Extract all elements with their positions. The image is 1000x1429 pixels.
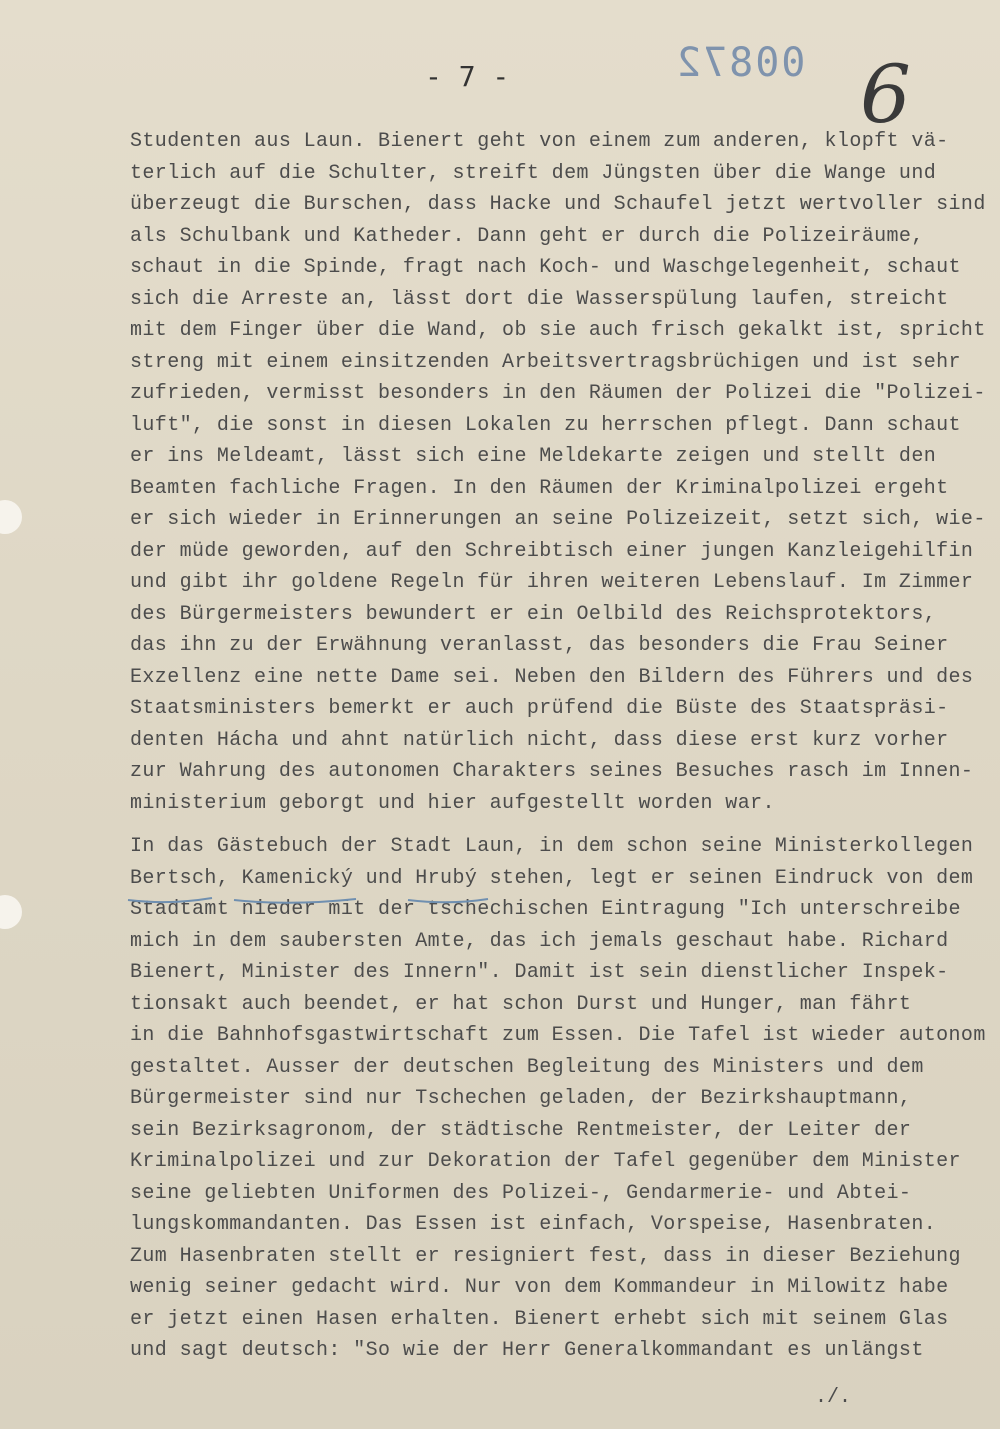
text-line: luft", die sonst in diesen Lokalen zu herrschen pflegt. Dann schaut	[130, 413, 961, 437]
underline-hruby	[408, 899, 488, 902]
text-line: Bertsch, Kamenický und Hrubý stehen, legt er seinen Eindruck von dem	[130, 866, 974, 890]
text-line: streng mit einem einsitzenden Arbeitsvertragsbrüchigen und ist sehr	[130, 350, 961, 374]
underline-kamenicky	[234, 899, 356, 903]
text-line: Exzellenz eine nette Dame sei. Neben den Bildern des Führers und des	[130, 665, 974, 689]
handwritten-folio-number: 6	[860, 48, 911, 141]
text-line: Stadtamt nieder mit der tschechischen Eintragung "Ich unterschreibe	[130, 898, 961, 921]
text-line: mit dem Finger über die Wand, ob sie auch frisch gekalkt ist, spricht	[130, 319, 986, 342]
text-line: sein Bezirksagronom, der städtische Rentmeister, der Leiter der	[130, 1118, 912, 1142]
text-line: der müde geworden, auf den Schreibtisch einer jungen Kanzleigehilfin	[130, 539, 974, 563]
text-line: In das Gästebuch der Stadt Laun, in dem schon seine Ministerkollegen	[130, 835, 974, 858]
archive-stamp-number: 00872	[675, 40, 806, 86]
text-line: Zum Hasenbraten stellt er resigniert fest, dass in dieser Beziehung	[130, 1244, 961, 1268]
text-line: seine geliebten Uniformen des Polizei-, Gendarmerie- und Abtei-	[130, 1181, 912, 1205]
text-line: und sagt deutsch: "So wie der Herr Generalkommandant es unlängst	[130, 1339, 924, 1362]
text-line: er sich wieder in Erinnerungen an seine Polizeizeit, setzt sich, wie-	[130, 508, 986, 531]
text-line: des Bürgermeisters bewundert er ein Oelbild des Reichsprotektors,	[130, 602, 937, 626]
text-line: terlich auf die Schulter, streift dem Jüngsten über die Wange und	[130, 161, 937, 185]
text-line: Bürgermeister sind nur Tschechen geladen, der Bezirkshauptmann,	[130, 1087, 912, 1110]
text-line: schaut in die Spinde, fragt nach Koch- und Waschgelegenheit, schaut	[130, 256, 961, 279]
text-line: Kriminalpolizei und zur Dekoration der Tafel gegenüber dem Minister	[130, 1150, 961, 1173]
text-line: als Schulbank und Katheder. Dann geht er durch die Polizeiräume,	[130, 224, 924, 248]
text-line: er ins Meldeamt, lässt sich eine Meldekarte zeigen und stellt den	[130, 445, 937, 468]
text-line: in die Bahnhofsgastwirtschaft zum Essen. Die Tafel ist wieder autonom	[130, 1024, 986, 1047]
continuation-mark: ./.	[815, 1386, 852, 1409]
text-line: Studenten aus Laun. Bienert geht von einem zum anderen, klopft vä-	[130, 130, 949, 153]
page-number: - 7 -	[425, 60, 510, 93]
text-line: er jetzt einen Hasen erhalten. Bienert erhebt sich mit seinem Glas	[130, 1307, 949, 1331]
text-line: Staatsministers bemerkt er auch prüfend die Büste des Staatspräsi-	[130, 697, 949, 720]
text-line: Beamten fachliche Fragen. In den Räumen der Kriminalpolizei ergeht	[130, 476, 949, 500]
text-line: lungskommandanten. Das Essen ist einfach, Vorspeise, Hasenbraten.	[130, 1213, 937, 1236]
text-line: zufrieden, vermisst besonders in den Räumen der Polizei die "Polizei-	[130, 382, 986, 405]
text-line: Bienert, Minister des Innern". Damit ist sein dienstlicher Inspek-	[130, 961, 949, 984]
text-line: und gibt ihr goldene Regeln für ihren weiteren Lebenslauf. Im Zimmer	[130, 571, 974, 594]
text-line: zur Wahrung des autonomen Charakters seines Besuches rasch im Innen-	[130, 760, 974, 783]
underline-bertsch	[128, 898, 212, 902]
text-line: sich die Arreste an, lässt dort die Wasserspülung laufen, streicht	[130, 287, 949, 311]
text-line: mich in dem saubersten Amte, das ich jemals geschaut habe. Richard	[130, 929, 949, 953]
text-line: wenig seiner gedacht wird. Nur von dem Kommandeur in Milowitz habe	[130, 1276, 949, 1299]
text-line: überzeugt die Burschen, dass Hacke und Schaufel jetzt wertvoller sind	[130, 193, 986, 216]
text-line: gestaltet. Ausser der deutschen Begleitung des Ministers und dem	[130, 1055, 924, 1079]
text-line: tionsakt auch beendet, er hat schon Durst und Hunger, man fährt	[130, 992, 912, 1016]
text-line: ministerium geborgt und hier aufgestellt worden war.	[130, 791, 775, 815]
text-line: das ihn zu der Erwähnung veranlasst, das besonders die Frau Seiner	[130, 634, 949, 657]
text-line: denten Hácha und ahnt natürlich nicht, dass diese erst kurz vorher	[130, 728, 949, 752]
